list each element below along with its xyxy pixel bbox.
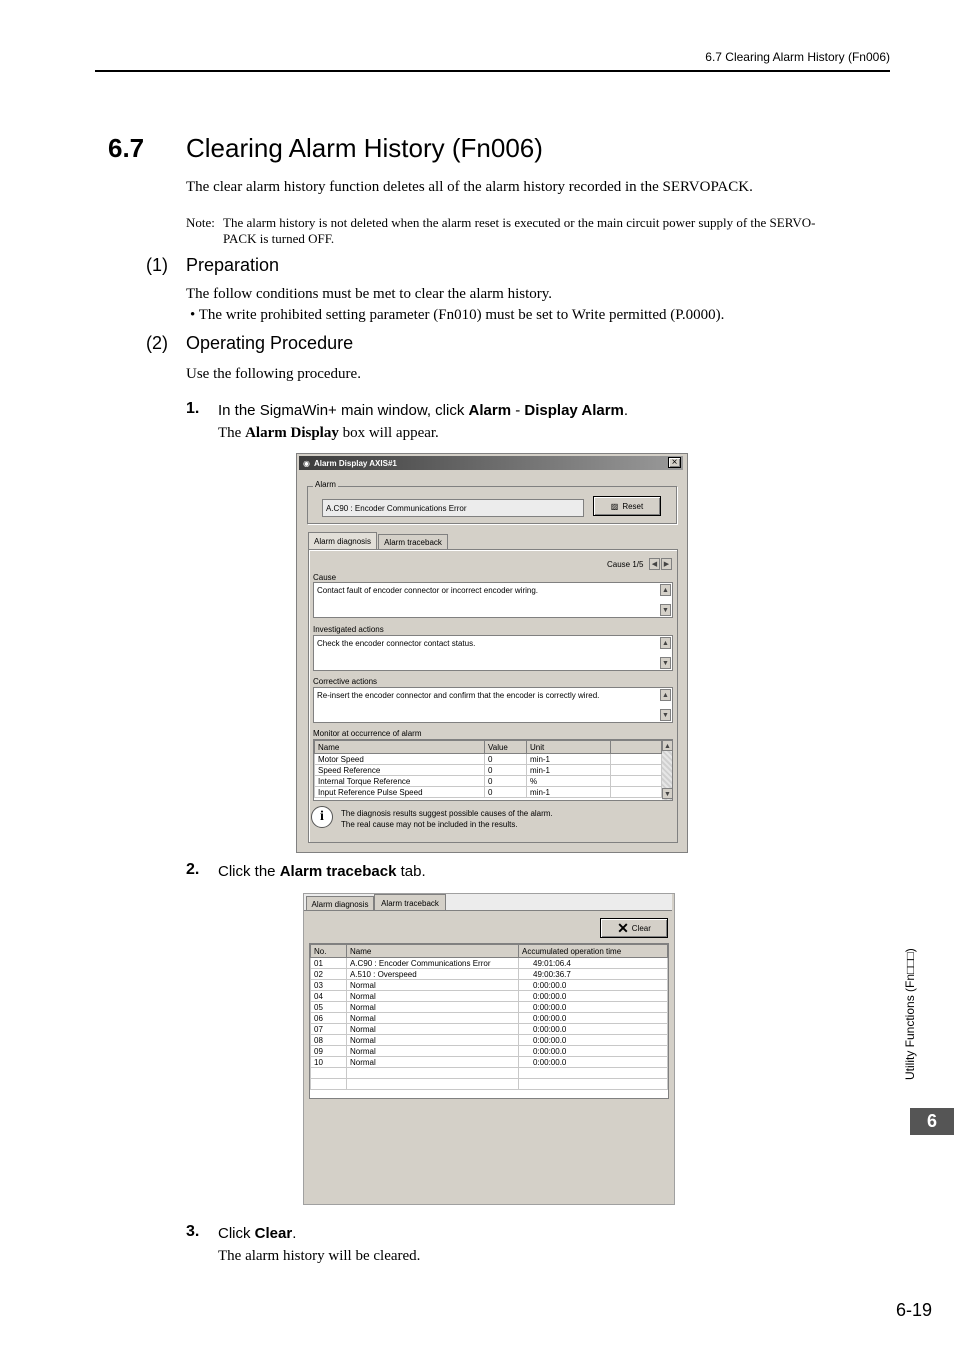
row-operation-time: 0:00:00.0 [519,1035,668,1046]
note-line-2: PACK is turned OFF. [223,231,335,246]
row-number: 01 [311,958,347,969]
row-number: 04 [311,991,347,1002]
preparation-text: The follow conditions must be met to clear the alarm history. [186,286,553,302]
empty-row [311,1079,668,1090]
row-number: 02 [311,969,347,980]
step-1-number: 1. [186,400,200,417]
table-row[interactable] [311,958,668,969]
step-2-text: Click the Alarm traceback tab. [218,863,426,880]
column-header-name[interactable]: Name [315,741,485,754]
monitor-label: Monitor at occurrence of alarm [313,729,422,738]
row-operation-time: 0:00:00.0 [519,1046,668,1057]
intro-text: The clear alarm history function deletes all of the alarm history recorded in the SERVOPACK. [186,179,753,195]
scroll-up-icon[interactable]: ▲ [660,689,671,701]
clear-button[interactable]: ✕ Clear [600,918,668,938]
tab-alarm-traceback[interactable]: Alarm traceback [374,894,446,911]
cause-prev-icon[interactable]: ◀ [649,558,660,570]
procedure-text: Use the following procedure. [186,366,361,382]
row-number: 07 [311,1024,347,1035]
note-line-1: The alarm history is not deleted when the alarm reset is executed or the main circuit power supply of the SERVO- [223,215,816,230]
investigated-textbox[interactable]: Check the encoder connector contact status. [313,635,673,671]
row-operation-time: 0:00:00.0 [519,980,668,991]
table-row[interactable] [311,969,668,980]
tab-divider [304,910,672,911]
tab-alarm-diagnosis[interactable]: Alarm diagnosis [306,896,374,911]
row-operation-time: 0:00:00.0 [519,1024,668,1035]
note-label: Note: [186,215,215,230]
step-3-subtext: The alarm history will be cleared. [218,1248,421,1264]
row-alarm-name: A.510 : Overspeed [347,969,519,980]
row-number: 06 [311,1013,347,1024]
side-tab-label: Utility Functions (Fn□□□) [903,948,917,1080]
monitor-table [313,739,673,801]
running-header: 6.7 Clearing Alarm History (Fn006) [705,50,890,64]
row-alarm-name: A.C90 : Encoder Communications Error [347,958,519,969]
page-number: 6-19 [895,1300,932,1320]
row-alarm-name: Normal [347,1002,519,1013]
traceback-table [309,943,669,1099]
row-number: 05 [311,1002,347,1013]
row-alarm-name: Normal [347,980,519,991]
tab-alarm-diagnosis[interactable]: Alarm diagnosis [308,532,377,549]
step-3-text: Click Clear. [218,1225,297,1242]
row-alarm-name: Normal [347,1046,519,1057]
window-title: Alarm Display AXIS#1 [313,458,397,468]
column-header-no[interactable]: No. [311,945,347,958]
app-icon: ◉ [303,458,310,468]
column-header-blank [611,741,662,754]
section-number: 6.7 [108,133,145,163]
row-operation-time: 49:01:06.4 [519,958,668,969]
row-alarm-name: Normal [347,1035,519,1046]
table-row: Internal Torque Reference 0 % [315,776,662,787]
tab-panel [308,549,678,843]
info-icon: i [311,806,333,828]
chapter-tab: 6 [910,1108,954,1135]
section-title: Clearing Alarm History (Fn006) [186,133,543,163]
corrective-label: Corrective actions [313,677,378,686]
info-line-2: The real cause may not be included in the results. [341,820,518,829]
row-alarm-name: Normal [347,1024,519,1035]
row-operation-time: 49:00:36.7 [519,969,668,980]
table-row[interactable] [311,1057,668,1068]
empty-row [311,1068,668,1079]
scroll-up-icon[interactable]: ▲ [660,584,671,596]
alarm-display-window [296,453,688,853]
scroll-down-icon[interactable]: ▼ [660,657,671,669]
step-1-text: In the SigmaWin+ main window, click Alarm - Display Alarm. [218,402,629,419]
table-row[interactable] [311,980,668,991]
scroll-up-icon[interactable]: ▲ [662,740,673,751]
cause-next-icon[interactable]: ▶ [661,558,672,570]
scroll-up-icon[interactable]: ▲ [660,637,671,649]
reset-button[interactable]: ▨ Reset [593,496,661,516]
row-operation-time: 0:00:00.0 [519,991,668,1002]
column-header-unit[interactable]: Unit [527,741,611,754]
table-row[interactable] [311,1046,668,1057]
step-1-subtext: The Alarm Display box will appear. [218,425,439,441]
scroll-down-icon[interactable]: ▼ [662,788,673,799]
alarm-field: A.C90 : Encoder Communications Error [322,499,584,517]
row-number: 08 [311,1035,347,1046]
row-operation-time: 0:00:00.0 [519,1013,668,1024]
subsection-number-1: (1) [146,255,168,275]
info-line-1: The diagnosis results suggest possible causes of the alarm. [341,809,553,818]
clear-x-icon: ✕ [617,919,629,936]
row-operation-time: 0:00:00.0 [519,1057,668,1068]
step-3-number: 3. [186,1223,200,1240]
table-row[interactable] [311,1013,668,1024]
subsection-number-2: (2) [146,333,168,353]
row-alarm-name: Normal [347,1057,519,1068]
reset-icon: ▨ [610,501,619,511]
table-row[interactable] [311,1024,668,1035]
tab-alarm-traceback[interactable]: Alarm traceback [378,534,448,549]
table-row[interactable] [311,1035,668,1046]
step-2-number: 2. [186,861,200,878]
column-header-time[interactable]: Accumulated operation time [519,945,668,958]
close-icon[interactable]: × [668,457,681,468]
scroll-down-icon[interactable]: ▼ [660,604,671,616]
corrective-textbox[interactable]: Re-insert the encoder connector and confirm that the encoder is correctly wired. [313,687,673,723]
table-row[interactable] [311,991,668,1002]
cause-label: Cause [313,573,337,582]
subsection-title-procedure: Operating Procedure [186,333,354,353]
column-header-name[interactable]: Name [347,945,519,958]
alarm-group-label: Alarm [315,480,336,489]
row-number: 03 [311,980,347,991]
column-header-value[interactable]: Value [485,741,527,754]
row-alarm-name: Normal [347,991,519,1002]
title-bar [299,456,683,470]
row-operation-time: 0:00:00.0 [519,1002,668,1013]
alarm-traceback-window [303,893,675,1205]
cause-textbox[interactable]: Contact fault of encoder connector or incorrect encoder wiring. [313,582,673,618]
row-alarm-name: Normal [347,1013,519,1024]
subsection-title-preparation: Preparation [186,255,280,275]
table-row: Input Reference Pulse Speed 0 min-1 [315,787,662,798]
row-number: 10 [311,1057,347,1068]
cause-counter: Cause 1/5 [607,560,644,569]
table-row: Speed Reference 0 min-1 [315,765,662,776]
row-number: 09 [311,1046,347,1057]
table-row: Motor Speed 0 min-1 [315,754,662,765]
investigated-label: Investigated actions [313,625,384,634]
scroll-down-icon[interactable]: ▼ [660,709,671,721]
preparation-bullet: • The write prohibited setting parameter (Fn010) must be set to Write permitted (P.0000). [190,307,725,323]
table-row[interactable] [311,1002,668,1013]
header-rule [95,70,890,72]
